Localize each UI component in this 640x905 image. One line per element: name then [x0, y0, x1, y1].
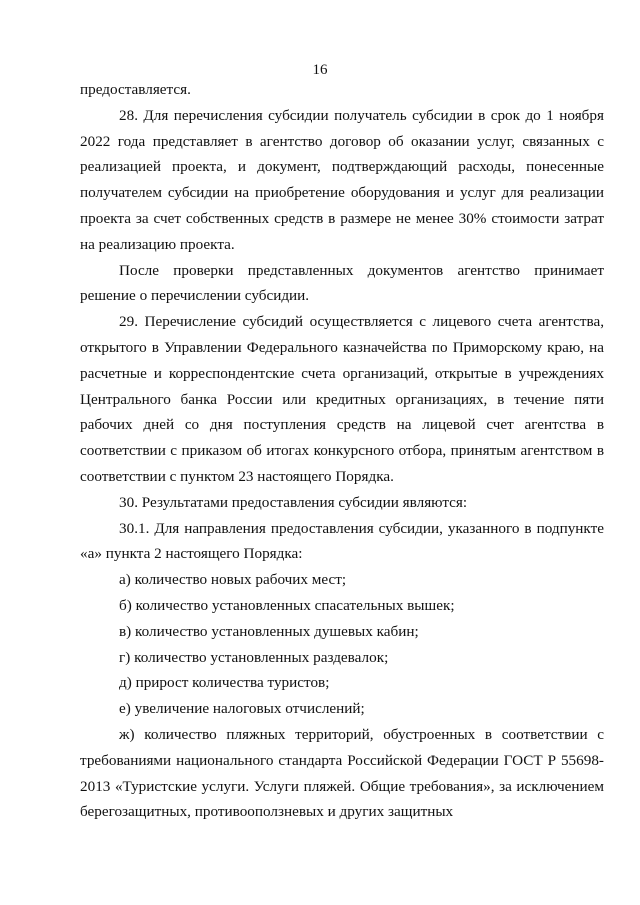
list-item-d: д) прирост количества туристов;: [119, 674, 330, 692]
paragraph-agency-decision: После проверки представленных документов агентство принимает решение о перечислении субсидии.: [80, 261, 604, 305]
paragraph-28: 28. Для перечисления субсидии получатель субсидии в срок до 1 ноября 2022 года представляет в агентство договор об оказании услуг, связанных с реализацией проекта, и документ, подтверждающий расходы, понесенные получателем субсидии на приобретение оборудования и услуг для реализации проекта за счет собственных средств в размере не менее 30% стоимости затрат на реализацию проекта.: [80, 106, 604, 253]
list-item-a: а) количество новых рабочих мест;: [119, 571, 347, 589]
list-item-e: е) увеличение налоговых отчислений;: [119, 700, 365, 718]
list-item-zh: ж) количество пляжных территорий, обустроенных в соответствии с требованиями национального стандарта Российской Федерации ГОСТ Р 55698-2013 «Туристские услуги. Услуги пляжей. Общие требования», за исключением берегозащитных, противооползневых и других защитных: [80, 725, 604, 821]
paragraph-30: 30. Результатами предоставления субсидии являются:: [119, 493, 468, 511]
list-item-g: г) количество установленных раздевалок;: [119, 648, 389, 666]
document-body: [80, 77, 604, 825]
paragraph-30-1: 30.1. Для направления предоставления субсидии, указанного в подпункте «а» пункта 2 настоящего Порядка:: [80, 519, 604, 563]
page-number: 16: [312, 62, 328, 78]
paragraph-29: 29. Перечисление субсидий осуществляется с лицевого счета агентства, открытого в Управлении Федерального казначейства по Приморскому краю, на расчетные и корреспондентские счета организаций, открытые в учреждениях Центрального банка России или кредитных организациях, в течение пяти рабочих дней со дня поступления средств на лицевой счет агентства в соответствии с приказом об итогах конкурсного отбора, принятым агентством в соответствии с пунктом 23 настоящего Порядка.: [80, 313, 604, 485]
list-item-v: в) количество установленных душевых кабин;: [119, 622, 419, 640]
list-item-b: б) количество установленных спасательных вышек;: [119, 596, 455, 614]
paragraph-continuation: предоставляется.: [80, 81, 191, 98]
